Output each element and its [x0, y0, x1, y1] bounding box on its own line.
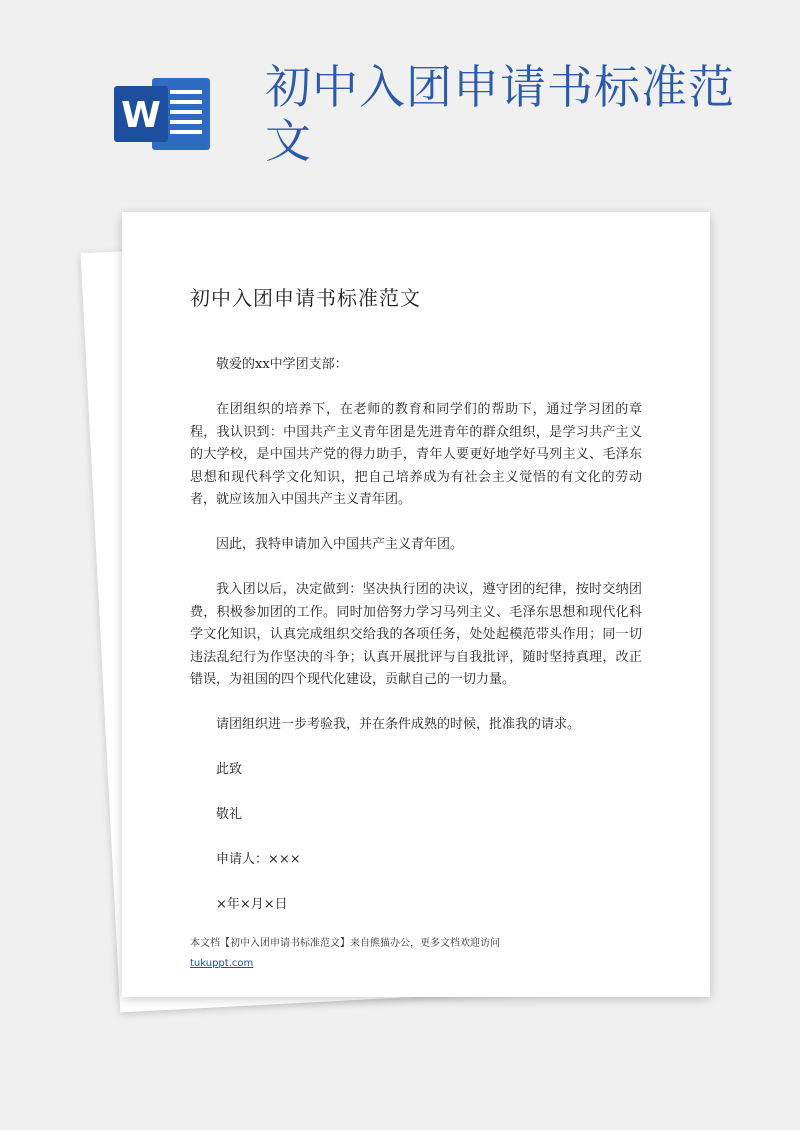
paragraph: 因此，我特申请加入中国共产主义青年团。 — [216, 537, 464, 552]
document-title: 初中入团申请书标准范文 — [190, 286, 421, 310]
closing-line: 此致 — [216, 762, 243, 777]
page-title: 初中入团申请书标准范文 — [265, 60, 735, 168]
salutation: 敬爱的xx中学团支部： — [216, 357, 348, 372]
paragraph: 我入团以后，决定做到：坚决执行团的决议，遵守团的纪律，按时交纳团费，积极参加团的工作。同时加倍努力学习马列主义、毛泽东思想和现代化科学文化知识，认真完成组织交给我的各项任务，处处起模范带头作用；同一切违法乱纪行为作坚决的斗争；认真开展批评与自我批评，随时坚持真理，改正错误，为祖国的四个现代化建设，贡献自己的一切力量。 — [190, 582, 642, 687]
footer-note: 本文档【初中入团申请书标准范文】来自熊猫办公，更多文档欢迎访问 — [190, 938, 500, 949]
date-line: ×年×月×日 — [216, 897, 288, 912]
document-page — [122, 212, 710, 997]
word-document-icon — [112, 74, 216, 154]
svg-text:W: W — [121, 95, 161, 136]
paragraph: 请团组织进一步考验我，并在条件成熟的时候，批准我的请求。 — [216, 717, 581, 732]
paragraph: 在团组织的培养下，在老师的教育和同学们的帮助下，通过学习团的章程，我认识到：中国共产主义青年团是先进青年的群众组织，是学习共产主义的大学校，是中国共产党的得力助手，青年人要更好地学好马列主义、毛泽东思想和现代科学文化知识，把自己培养成为有社会主义觉悟的有文化的劳动者，就应该加入中国共产主义青年团。 — [190, 402, 642, 507]
closing-line: 敬礼 — [216, 807, 243, 822]
applicant-signature: 申请人：××× — [216, 852, 301, 867]
document-body — [190, 354, 642, 917]
footer-link[interactable]: tukuppt.com — [190, 958, 254, 969]
